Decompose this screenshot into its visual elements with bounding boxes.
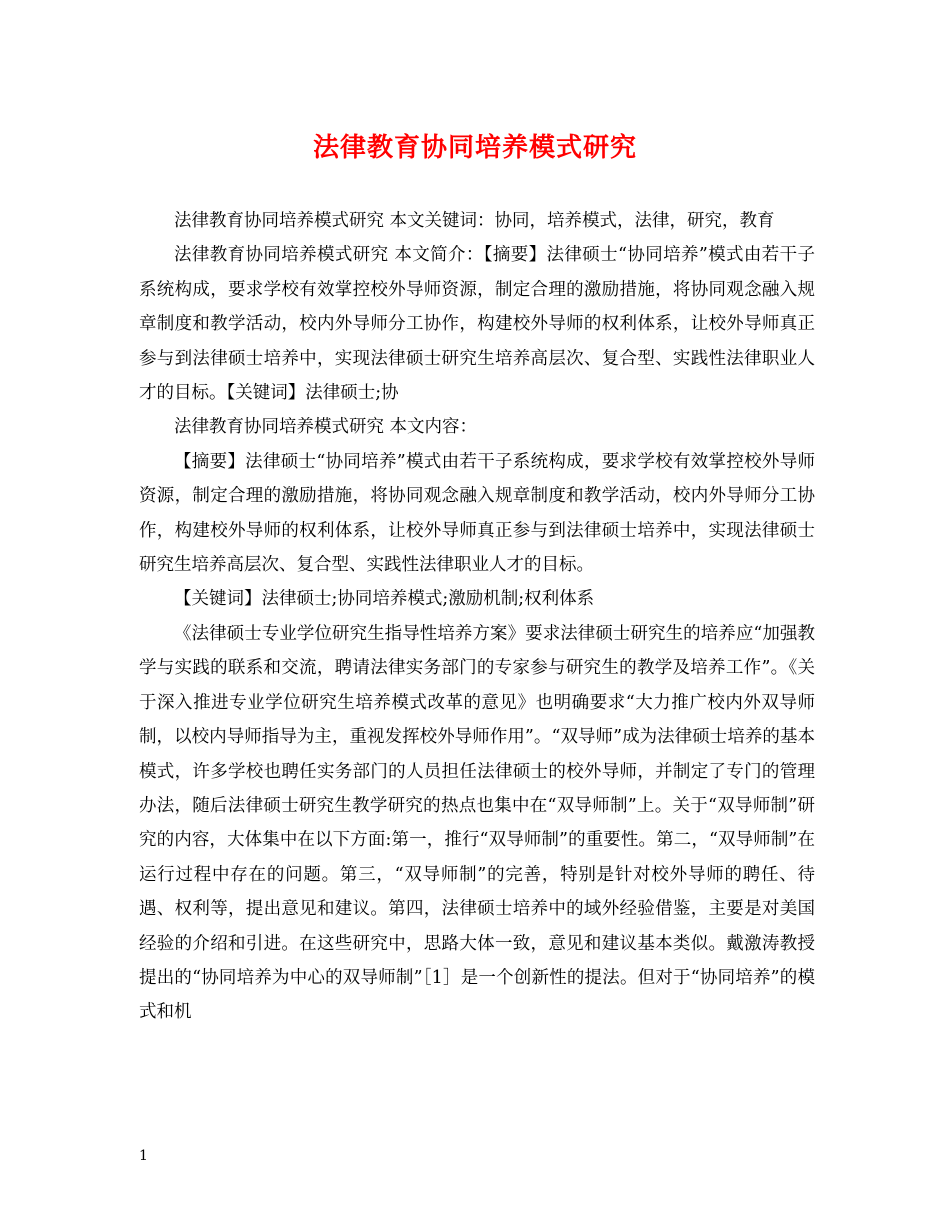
- page-number: 1: [139, 1148, 148, 1164]
- document-body: [139, 204, 815, 1030]
- paragraph-summary: 法律教育协同培养模式研究 本文简介：【摘要】法律硕士“协同培养”模式由若干子系统构成，要求学校有效掌控校外导师资源，制定合理的激励措施，将协同观念融入规章制度和教学活动，校内外导师分工协作，构建校外导师的权利体系，让校外导师真正参与到法律硕士培养中，实现法律硕士研究生培养高层次、复合型、实践性法律职业人才的目标。【关键词】法律硕士;协: [139, 245, 815, 404]
- paragraph-main: 《法律硕士专业学位研究生指导性培养方案》要求法律硕士研究生的培养应“加强教学与实践的联系和交流，聘请法律实务部门的专家参与研究生的教学及培养工作”。《关于深入推进专业学位研究生培养模式改革的意见》也明确要求“大力推广校内外双导师制，以校内导师指导为主，重视发挥校外导师作用”。“双导师”成为法律硕士培养的基本模式，许多学校也聘任实务部门的人员担任法律硕士的校外导师，并制定了专门的管理办法，随后法律硕士研究生教学研究的热点也集中在“双导师制”上。关于“双导师制”研究的内容，大体集中在以下方面:第一，推行“双导师制”的重要性。第二，“双导师制”在运行过程中存在的问题。第三，“双导师制”的完善，特别是针对校外导师的聘任、待遇、权利等，提出意见和建议。第四，法律硕士培养中的域外经验借鉴，主要是对美国经验的介绍和引进。在这些研究中，思路大体一致，意见和建议基本类似。戴激涛教授提出的“协同培养为中心的双导师制”［1］是一个创新性的提法。但对于“协同培养”的模式和机: [139, 623, 815, 1023]
- paragraph-keyword-list: 【关键词】法律硕士;协同培养模式;激励机制;权利体系: [174, 589, 595, 610]
- paragraph-abstract: 【摘要】法律硕士“协同培养”模式由若干子系统构成，要求学校有效掌控校外导师资源，制定合理的激励措施，将协同观念融入规章制度和教学活动，校内外导师分工协作，构建校外导师的权利体系，让校外导师真正参与到法律硕士培养中，实现法律硕士研究生培养高层次、复合型、实践性法律职业人才的目标。: [139, 451, 815, 576]
- paragraph-keywords: 法律教育协同培养模式研究 本文关键词：协同，培养模式，法律，研究，教育: [174, 211, 775, 231]
- paragraph-content-heading: 法律教育协同培养模式研究 本文内容：: [174, 417, 478, 438]
- document-title: 法律教育协同培养模式研究: [312, 133, 637, 163]
